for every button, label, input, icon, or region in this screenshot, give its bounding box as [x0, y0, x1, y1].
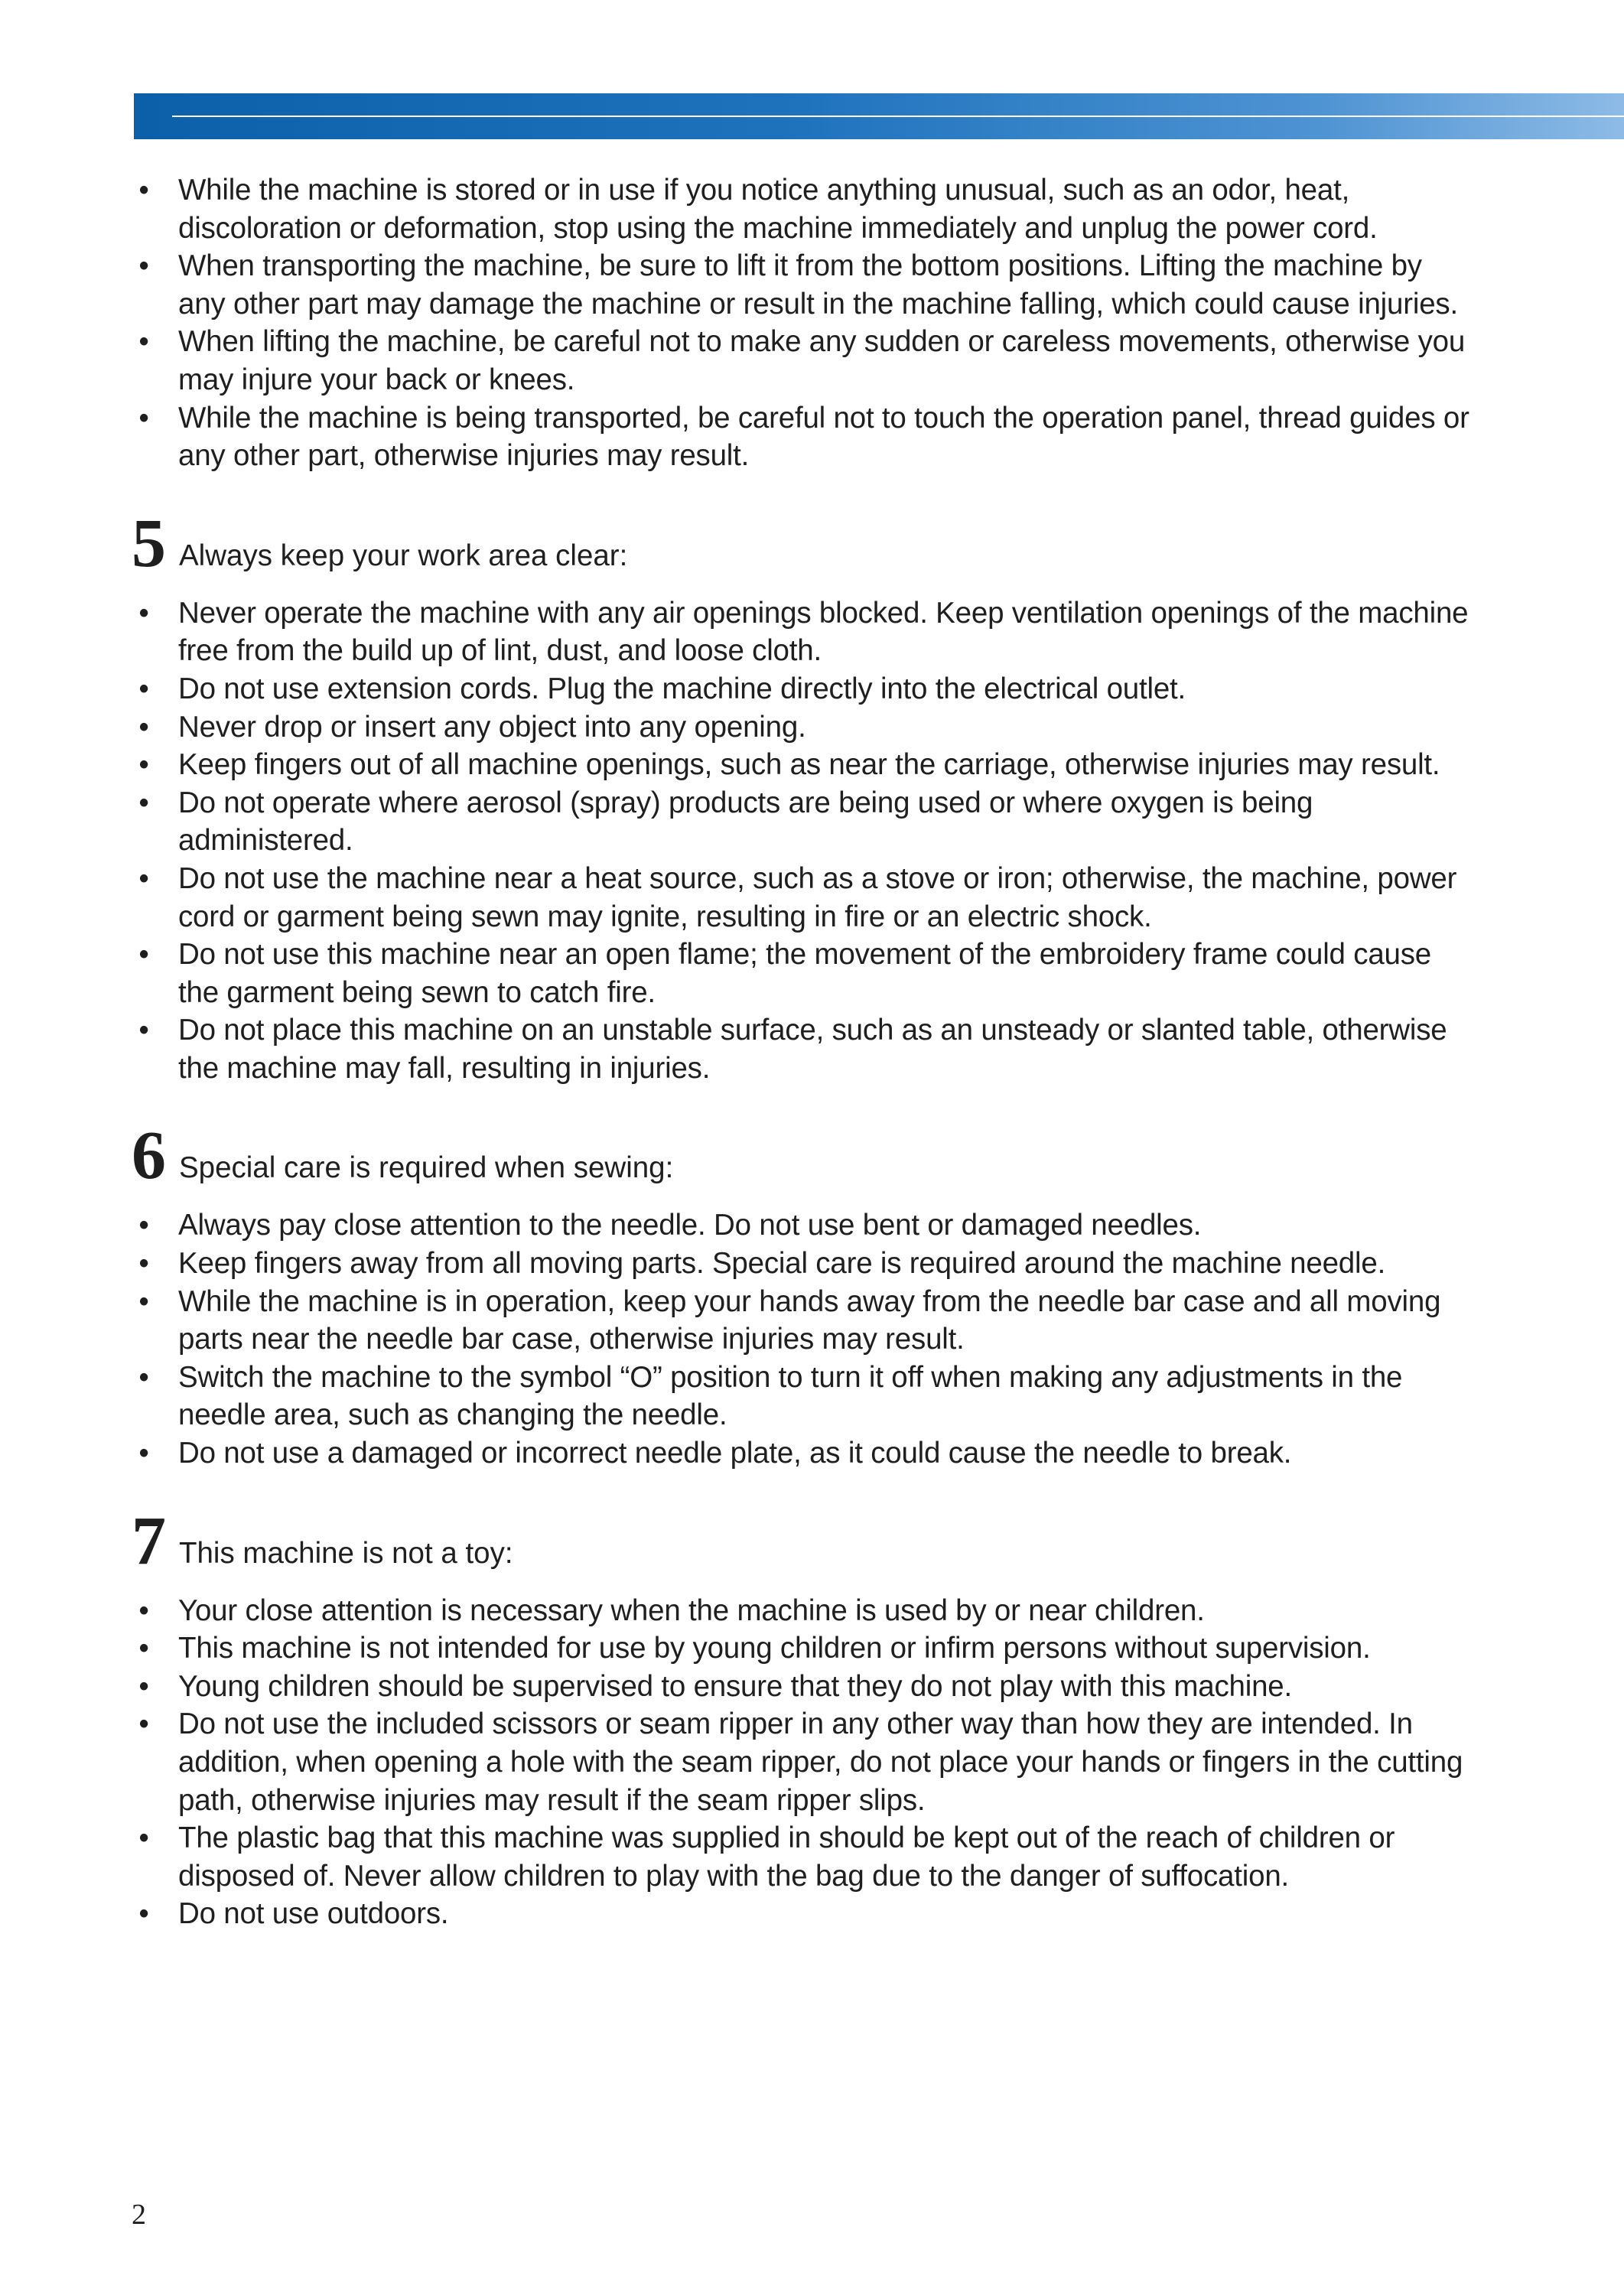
list-item-text: While the machine is in operation, keep your hands away from the needle bar case and all moving parts near the needle bar case, otherwise injuries may result. — [178, 1284, 1441, 1356]
list-item-text: While the machine is being transported, be careful not to touch the operation panel, thread guides or any other part, otherwise injuries may result. — [178, 401, 1469, 473]
list-item — [130, 670, 1476, 708]
bullet-icon: • — [138, 1707, 149, 1741]
intro-bullet-list — [130, 171, 1476, 475]
list-item-text: When lifting the machine, be careful not to make any sudden or careless movements, otherwise you may injure your back or knees. — [178, 325, 1466, 396]
section-number: 6 — [132, 1118, 166, 1194]
section-heading-7 — [130, 1502, 1476, 1579]
bullet-icon: • — [138, 786, 149, 819]
list-item — [130, 399, 1476, 475]
list-item — [130, 860, 1476, 936]
list-item — [130, 594, 1476, 670]
bullet-icon: • — [138, 1669, 149, 1703]
list-item-text: Keep fingers away from all moving parts. Special care is required around the machine needle. — [178, 1247, 1386, 1281]
list-item-text: Never drop or insert any object into any opening. — [178, 710, 806, 744]
list-item — [130, 936, 1476, 1011]
bullet-icon: • — [138, 1247, 149, 1281]
list-item — [130, 1705, 1476, 1819]
list-item — [130, 323, 1476, 399]
list-item-text: While the machine is stored or in use if you notice anything unusual, such as an odor, heat, discoloration or deformation, stop using the machine immediately and unplug the power cord. — [178, 174, 1378, 245]
list-item — [130, 1592, 1476, 1630]
list-item-text: Do not use this machine near an open flame; the movement of the embroidery frame could cause the garment being sewn to catch fire. — [178, 938, 1432, 1009]
bullet-icon: • — [138, 1897, 149, 1931]
list-item — [130, 1283, 1476, 1359]
bullet-icon: • — [138, 174, 149, 207]
list-item — [130, 1895, 1476, 1933]
list-item — [130, 708, 1476, 747]
list-item — [130, 1245, 1476, 1283]
section-7-bullet-list — [130, 1592, 1476, 1933]
bullet-icon: • — [138, 1284, 149, 1318]
list-item-text: Do not use a damaged or incorrect needle plate, as it could cause the needle to break. — [178, 1437, 1292, 1470]
page-number: 2 — [132, 2199, 146, 2231]
bullet-icon: • — [138, 748, 149, 782]
bullet-icon: • — [138, 1593, 149, 1627]
list-item — [130, 1359, 1476, 1434]
section-title: This machine is not a toy: — [179, 1536, 513, 1570]
bullet-icon: • — [138, 1437, 149, 1470]
list-item-text: Never operate the machine with any air openings blocked. Keep ventilation openings of the machine free from the build up of lint, dust, and loose cloth. — [178, 596, 1469, 668]
list-item-text: Keep fingers out of all machine openings, such as near the carriage, otherwise injuries may result. — [178, 748, 1440, 782]
list-item — [130, 1629, 1476, 1668]
bullet-icon: • — [138, 938, 149, 972]
bullet-icon: • — [138, 1209, 149, 1242]
section-heading-6 — [130, 1118, 1476, 1194]
list-item-text: The plastic bag that this machine was supplied in should be kept out of the reach of children or disposed of. Never allow children to play with the bag due to the danger of suffocation. — [178, 1821, 1395, 1893]
list-item — [130, 1434, 1476, 1473]
list-item-text: This machine is not intended for use by young children or infirm persons without supervision. — [178, 1632, 1371, 1665]
bullet-icon: • — [138, 672, 149, 705]
section-heading-5 — [130, 505, 1476, 581]
list-item-text: Always pay close attention to the needle. Do not use bent or damaged needles. — [178, 1209, 1202, 1242]
bullet-icon: • — [138, 1014, 149, 1047]
list-item-text: Do not operate where aerosol (spray) products are being used or where oxygen is being administered. — [178, 786, 1313, 858]
header-rule — [172, 116, 1624, 117]
list-item-text: Do not use extension cords. Plug the machine directly into the electrical outlet. — [178, 672, 1186, 705]
section-title: Always keep your work area clear: — [179, 539, 628, 572]
header-band — [134, 93, 1624, 139]
bullet-icon: • — [138, 249, 149, 283]
bullet-icon: • — [138, 401, 149, 435]
list-item-text: Your close attention is necessary when the machine is used by or near children. — [178, 1593, 1205, 1627]
list-item-text: Do not use the machine near a heat source, such as a stove or iron; otherwise, the machine, power cord or garment being sewn may ignite, resulting in fire or an electric shock. — [178, 861, 1457, 933]
bullet-icon: • — [138, 710, 149, 744]
list-item — [130, 1668, 1476, 1706]
list-item-text: Do not use the included scissors or seam ripper in any other way than how they are intended. In addition, when opening a hole with the seam ripper, do not place your hands or fingers in the cutting path, otherwise injuries may result if the seam ripper slips. — [178, 1707, 1463, 1817]
bullet-icon: • — [138, 325, 149, 359]
bullet-icon: • — [138, 1360, 149, 1394]
list-item-text: Do not place this machine on an unstable surface, such as an unsteady or slanted table, otherwise the machine may fall, resulting in injuries. — [178, 1014, 1447, 1085]
section-number: 5 — [132, 505, 166, 581]
section-number: 7 — [132, 1502, 166, 1579]
list-item — [130, 247, 1476, 323]
bullet-icon: • — [138, 861, 149, 895]
list-item — [130, 171, 1476, 247]
bullet-icon: • — [138, 1632, 149, 1665]
list-item — [130, 784, 1476, 860]
list-item — [130, 1011, 1476, 1087]
list-item — [130, 1819, 1476, 1895]
section-5-bullet-list — [130, 594, 1476, 1088]
page-content — [130, 171, 1476, 1933]
bullet-icon: • — [138, 596, 149, 630]
list-item-text: Young children should be supervised to ensure that they do not play with this machine. — [178, 1669, 1293, 1703]
list-item-text: Do not use outdoors. — [178, 1897, 449, 1931]
list-item — [130, 1206, 1476, 1245]
section-title: Special care is required when sewing: — [179, 1151, 674, 1185]
list-item — [130, 746, 1476, 784]
bullet-icon: • — [138, 1821, 149, 1855]
section-6-bullet-list — [130, 1206, 1476, 1472]
list-item-text: When transporting the machine, be sure to lift it from the bottom positions. Lifting the machine by any other part may damage the machine or result in the machine falling, which could cause injuries. — [178, 249, 1458, 321]
list-item-text: Switch the machine to the symbol “O” position to turn it off when making any adjustments in the needle area, such as changing the needle. — [178, 1360, 1403, 1432]
